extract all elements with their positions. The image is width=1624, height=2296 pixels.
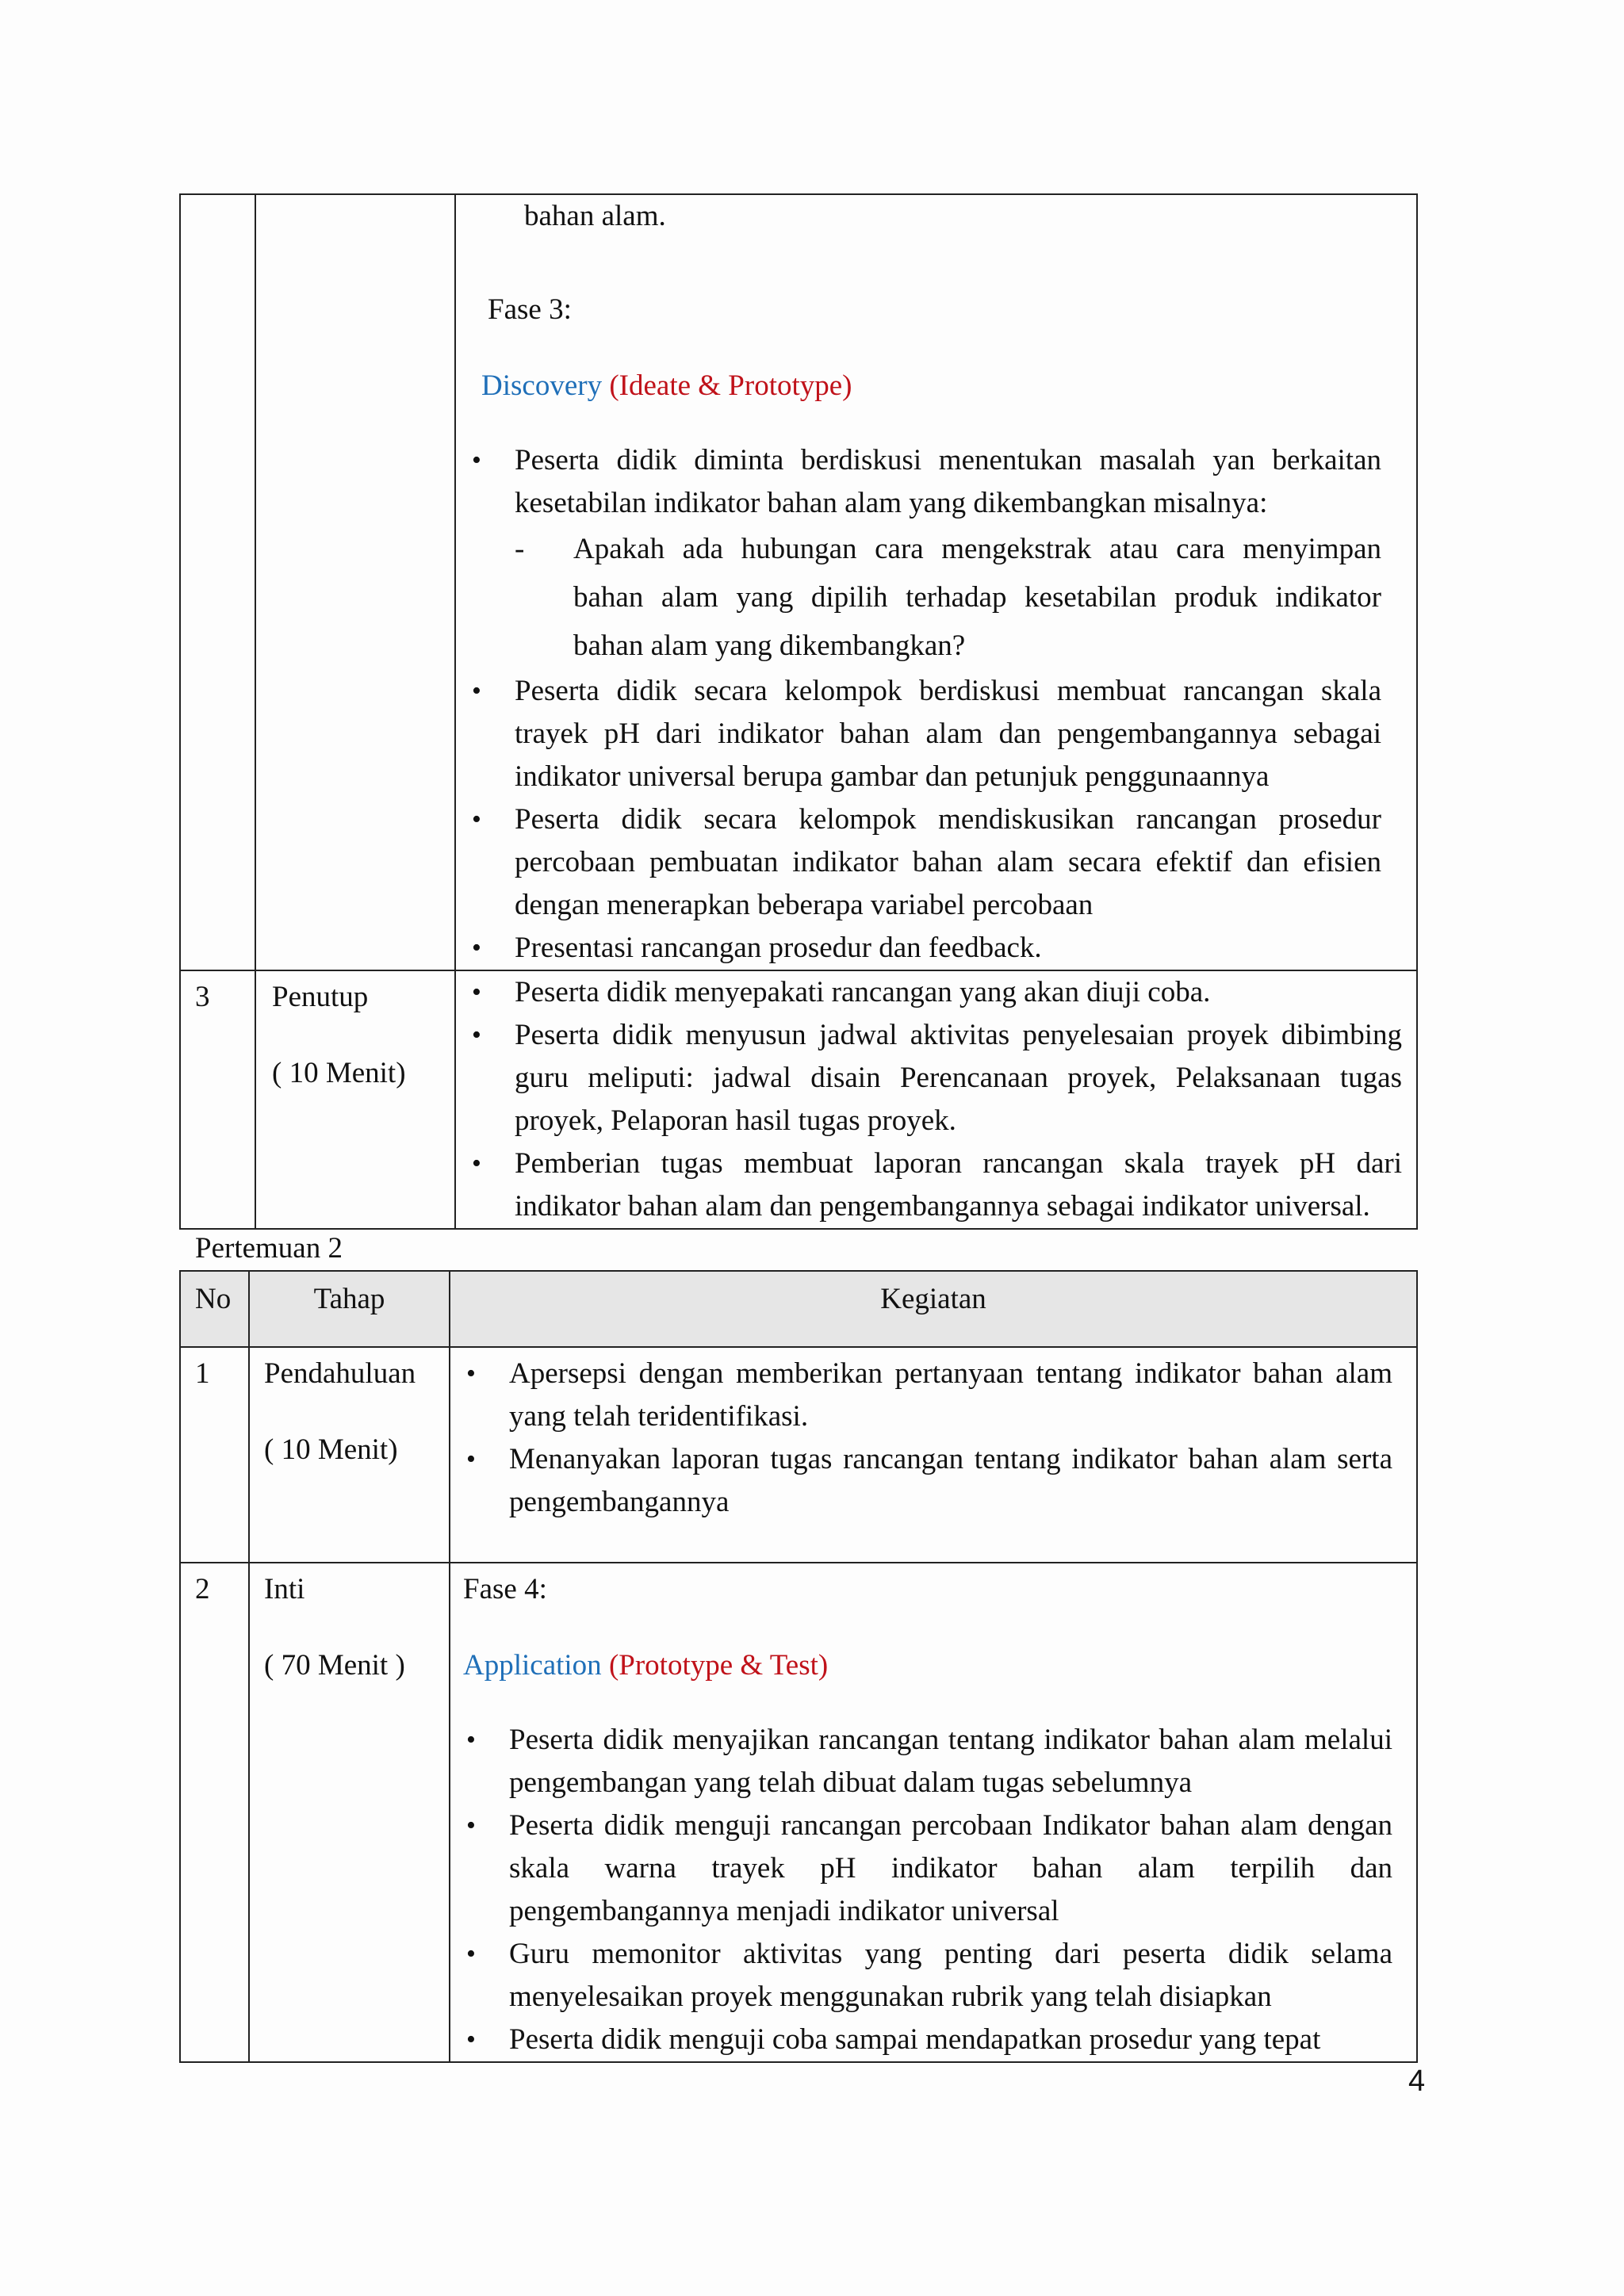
bullet-list [463, 1353, 1392, 1524]
table-row-inti [180, 1563, 1417, 2062]
table-row-pendahuluan [180, 1347, 1417, 1563]
fase-label: Fase 3: [488, 293, 572, 326]
no-cell: 3 [180, 970, 255, 1229]
phase-title-application: Application [463, 1649, 602, 1682]
continued-text: bahan alam. [524, 200, 666, 232]
tahap-duration: ( 10 Menit) [264, 1433, 398, 1466]
tahap-cell [249, 1347, 450, 1563]
tahap-cell [255, 970, 455, 1229]
list-item: • Menanyakan laporan tugas rancangan tentang indikator bahan alam serta pengembangannya [463, 1438, 1392, 1524]
table-row-penutup [180, 970, 1417, 1229]
pertemuan-2-label: Pertemuan 2 [195, 1232, 343, 1265]
activity-table-pertemuan-1 [179, 193, 1418, 1230]
kegiatan-cell [455, 194, 1417, 970]
header-tahap: Tahap [249, 1271, 450, 1347]
list-item: • Apersepsi dengan memberikan pertanyaan tentang indikator bahan alam yang telah teridentifikasi. [463, 1353, 1392, 1438]
phase-title [463, 1644, 1392, 1687]
phase-title [469, 365, 1381, 408]
bullet-list [469, 971, 1402, 1228]
table-header-row [180, 1271, 1417, 1347]
phase-title-prototype-test: (Prototype & Test) [608, 1649, 829, 1682]
no-cell: 2 [180, 1563, 249, 2062]
tahap-name: Penutup [272, 981, 369, 1013]
bullet-list [463, 1719, 1392, 2061]
activity-table-pertemuan-2 [179, 1270, 1418, 2063]
list-item: • Guru memonitor aktivitas yang penting dari peserta didik selama menyelesaikan proyek menggunakan rubrik yang telah disiapkan [463, 1933, 1392, 2019]
no-cell [180, 194, 255, 970]
list-item: • Peserta didik menyusun jadwal aktivitas penyelesaian proyek dibimbing guru meliputi: jadwal disain Perencanaan proyek, Pelaksanaan tugas proyek, Pelaporan hasil tugas proyek. [469, 1014, 1402, 1142]
table-row-continued [180, 194, 1417, 970]
page-number: 4 [1408, 2064, 1426, 2098]
tahap-name: Pendahuluan [264, 1357, 416, 1390]
list-item: • Peserta didik diminta berdiskusi menentukan masalah yan berkaitan kesetabilan indikator bahan alam yang dikembangkan misalnya: [469, 439, 1381, 525]
no-cell: 1 [180, 1347, 249, 1563]
bullet-list [469, 439, 1381, 970]
phase-title-discovery: Discovery [481, 369, 603, 402]
header-no: No [180, 1271, 249, 1347]
header-kegiatan: Kegiatan [450, 1271, 1417, 1347]
list-item: • Peserta didik menyajikan rancangan tentang indikator bahan alam melalui pengembangan yang telah dibuat dalam tugas sebelumnya [463, 1719, 1392, 1804]
list-item: • Presentasi rancangan prosedur dan feedback. [469, 927, 1381, 970]
sub-list-item [469, 525, 1381, 670]
kegiatan-cell [455, 970, 1417, 1229]
list-item: • Peserta didik menyepakati rancangan yang akan diuji coba. [469, 971, 1402, 1014]
tahap-duration: ( 70 Menit ) [264, 1649, 405, 1682]
list-item: • Peserta didik secara kelompok berdiskusi membuat rancangan skala trayek pH dari indikator bahan alam dan pengembangannya sebagai indikator universal berupa gambar dan petunjuk penggunaannya [469, 670, 1381, 798]
fase-label: Fase 4: [463, 1573, 547, 1605]
list-item: • Peserta didik menguji rancangan percobaan Indikator bahan alam dengan skala warna trayek pH indikator bahan alam terpilih dan pengembangannya menjadi indikator universal [463, 1804, 1392, 1933]
list-item: • Peserta didik menguji coba sampai mendapatkan prosedur yang tepat [463, 2019, 1392, 2061]
tahap-name: Inti [264, 1573, 305, 1605]
phase-title-ideate: (Ideate & Prototype) [609, 369, 852, 402]
sub-item-text: Apakah ada hubungan cara mengekstrak atau cara menyimpan bahan alam yang dipilih terhadap kesetabilan produk indikator bahan alam yang dikembangkan? [573, 533, 1381, 662]
list-item: • Pemberian tugas membuat laporan rancangan skala trayek pH dari indikator bahan alam dan pengembangannya sebagai indikator universal. [469, 1142, 1402, 1228]
dash-marker: - [515, 533, 525, 565]
tahap-cell [249, 1563, 450, 2062]
kegiatan-cell [450, 1563, 1417, 2062]
tahap-duration: ( 10 Menit) [272, 1057, 406, 1089]
list-item: • Peserta didik secara kelompok mendiskusikan rancangan prosedur percobaan pembuatan indikator bahan alam secara efektif dan efisien dengan menerapkan beberapa variabel percobaan [469, 798, 1381, 927]
kegiatan-cell [450, 1347, 1417, 1563]
tahap-cell [255, 194, 455, 970]
